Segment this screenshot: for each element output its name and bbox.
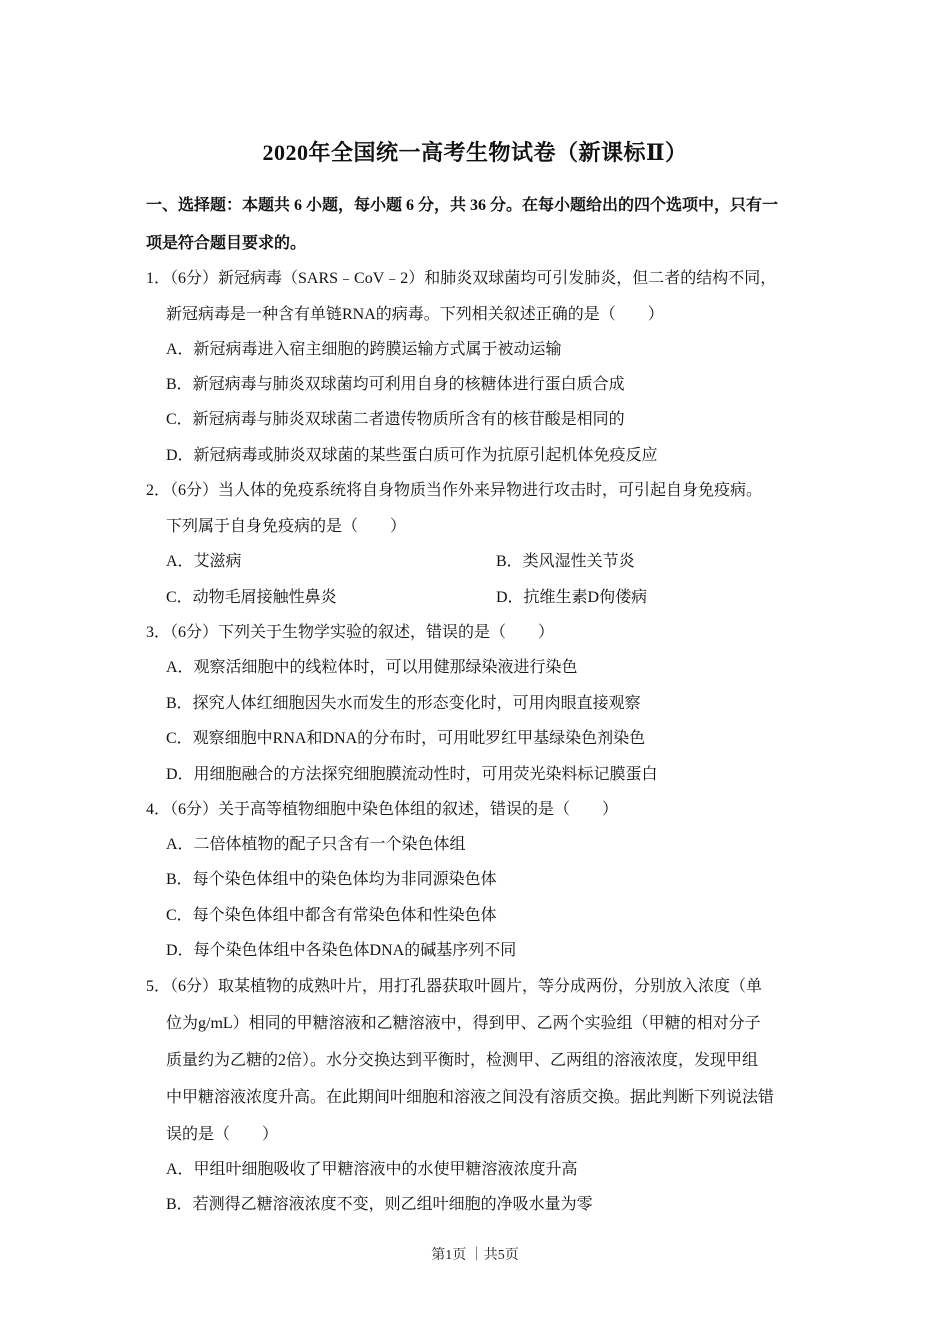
question-4-stem-line-1: 4．（6分）关于高等植物细胞中染色体组的叙述，错误的是（ ） — [146, 801, 619, 818]
question-5-option-b: B．若测得乙糖溶液浓度不变，则乙组叶细胞的净吸水量为零 — [166, 1196, 593, 1213]
question-5-stem-line-4: 中甲糖溶液浓度升高。在此期间叶细胞和溶液之间没有溶质交换。据此判断下列说法错 — [166, 1089, 775, 1106]
question-5-option-a: A．甲组叶细胞吸收了甲糖溶液中的水使甲糖溶液浓度升高 — [166, 1161, 578, 1178]
question-3-option-a: A．观察活细胞中的线粒体时，可以用健那绿染液进行染色 — [166, 659, 578, 676]
question-2-option-a: A．艾滋病 — [166, 553, 242, 570]
section-heading-line-2: 项是符合题目要求的。 — [146, 235, 307, 252]
question-3-option-b: B．探究人体红细胞因失水而发生的形态变化时，可用肉眼直接观察 — [166, 695, 641, 712]
question-2-stem-line-1: 2．（6分）当人体的免疫系统将自身物质当作外来异物进行攻击时，可引起自身免疫病。 — [146, 482, 763, 499]
question-1-option-a: A．新冠病毒进入宿主细胞的跨膜运输方式属于被动运输 — [166, 341, 562, 358]
question-1-stem-line-1: 1．（6分）新冠病毒（SARS﹣CoV﹣2）和肺炎双球菌均可引发肺炎，但二者的结构不同， — [146, 270, 777, 287]
question-4-option-d: D．每个染色体组中各染色体DNA的碱基序列不同 — [166, 942, 517, 959]
question-3-option-c: C．观察细胞中RNA和DNA的分布时，可用吡罗红甲基绿染色剂染色 — [166, 730, 646, 747]
question-1-option-b: B．新冠病毒与肺炎双球菌均可利用自身的核糖体进行蛋白质合成 — [166, 376, 625, 393]
question-5-stem-line-2: 位为g/mL）相同的甲糖溶液和乙糖溶液中，得到甲、乙两个实验组（甲糖的相对分子 — [166, 1015, 761, 1032]
question-2-option-b: B．类风湿性关节炎 — [496, 553, 635, 570]
question-4-option-c: C．每个染色体组中都含有常染色体和性染色体 — [166, 907, 497, 924]
question-2-option-d: D．抗维生素D佝偻病 — [496, 589, 648, 606]
question-3-option-d: D．用细胞融合的方法探究细胞膜流动性时，可用荧光染料标记膜蛋白 — [166, 766, 658, 783]
page-footer: 第1页 ｜共5页 — [431, 1248, 519, 1263]
question-3-stem-line-1: 3．（6分）下列关于生物学实验的叙述，错误的是（ ） — [146, 624, 555, 641]
question-4-option-b: B．每个染色体组中的染色体均为非同源染色体 — [166, 871, 497, 888]
question-1-option-d: D．新冠病毒或肺炎双球菌的某些蛋白质可作为抗原引起机体免疫反应 — [166, 447, 658, 464]
page-title: 2020年全国统一高考生物试卷（新课标Ⅱ） — [262, 140, 688, 165]
question-5-stem-line-3: 质量约为乙糖的2倍）。水分交换达到平衡时，检测甲、乙两组的溶液浓度，发现甲组 — [166, 1052, 759, 1069]
question-1-stem-line-2: 新冠病毒是一种含有单链RNA的病毒。下列相关叙述正确的是（ ） — [166, 306, 664, 323]
question-2-stem-line-2: 下列属于自身免疫病的是（ ） — [166, 518, 407, 535]
question-5-stem-line-5: 误的是（ ） — [166, 1126, 279, 1143]
question-5-stem-line-1: 5．（6分）取某植物的成熟叶片，用打孔器获取叶圆片，等分成两份，分别放入浓度（单 — [146, 978, 763, 995]
section-heading-line-1: 一、选择题：本题共 6 小题，每小题 6 分，共 36 分。在每小题给出的四个选项中，只有一 — [146, 197, 779, 214]
question-2-option-c: C．动物毛屑接触性鼻炎 — [166, 589, 337, 606]
question-1-option-c: C．新冠病毒与肺炎双球菌二者遗传物质所含有的核苷酸是相同的 — [166, 411, 625, 428]
question-4-option-a: A．二倍体植物的配子只含有一个染色体组 — [166, 836, 466, 853]
